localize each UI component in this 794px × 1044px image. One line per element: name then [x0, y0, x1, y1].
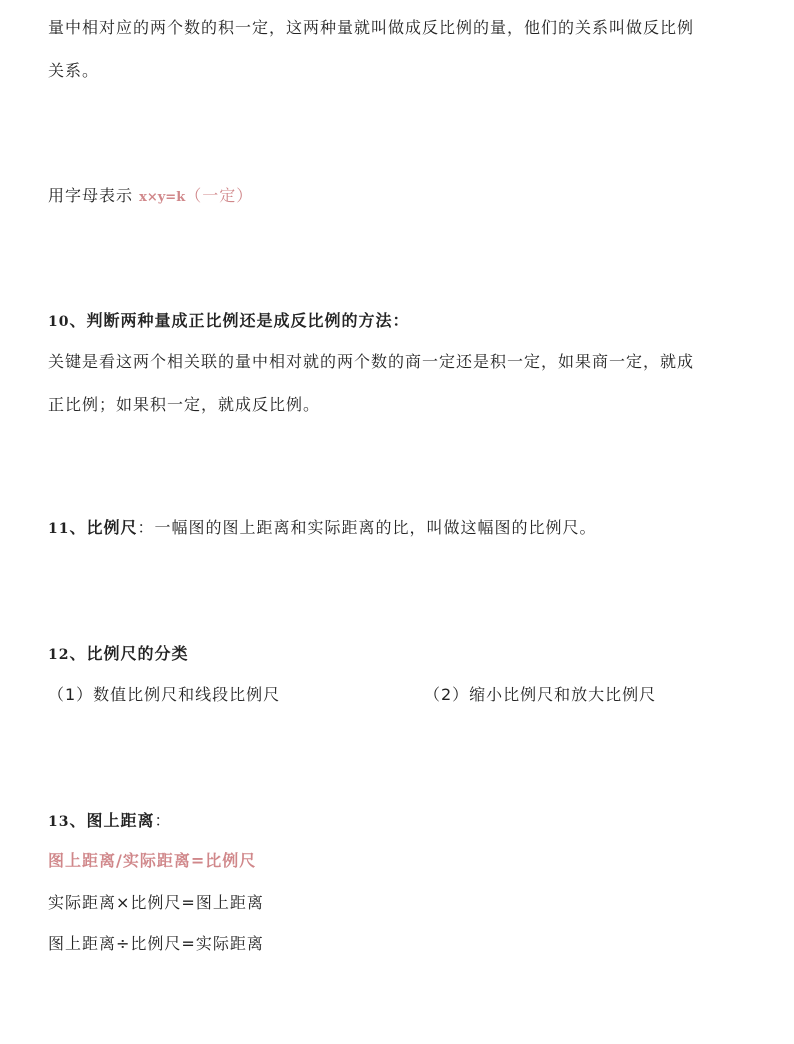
section-11-separator: 、: [69, 518, 87, 537]
section-13-title: 图上距离: [86, 811, 155, 830]
section-13-colon: ：: [154, 811, 172, 830]
section-13-formula-3: 图上距离÷比例尺=实际距离: [48, 934, 264, 953]
section-10-separator: 、: [69, 311, 87, 330]
formula-line: [48, 186, 253, 208]
section-12-title: 比例尺的分类: [86, 644, 189, 663]
formula-expression: x×y=k: [139, 190, 186, 205]
section-11: [48, 518, 597, 539]
section-10-line-1: 关键是看这两个相关联的量中相对就的两个数的商一定还是积一定，如果商一定，就成: [48, 352, 695, 371]
formula-suffix: （一定）: [185, 186, 254, 205]
section-10-title: 判断两种量成正比例还是成反比例的方法：: [86, 311, 410, 330]
section-11-number: 11: [48, 521, 70, 537]
section-11-title: 比例尺: [86, 518, 138, 537]
section-10-number: 10: [48, 314, 70, 330]
section-12-item-1: （1）数值比例尺和线段比例尺: [48, 685, 281, 704]
section-13-separator: 、: [69, 811, 87, 830]
formula-prefix: 用字母表示: [48, 186, 134, 205]
section-12-item-2: （2）缩小比例尺和放大比例尺: [424, 685, 657, 704]
section-13-formula-1: 图上距离/实际距离=比例尺: [48, 851, 257, 870]
intro-line-1: 量中相对应的两个数的积一定，这两种量就叫做成反比例的量，他们的关系叫做反比例: [48, 18, 695, 37]
section-12-separator: 、: [69, 644, 87, 663]
section-10-heading: [48, 311, 410, 332]
section-11-text: ：一幅图的图上距离和实际距离的比，叫做这幅图的比例尺。: [137, 518, 597, 537]
section-12-heading: [48, 644, 189, 665]
section-13-formula-2: 实际距离×比例尺=图上距离: [48, 893, 264, 912]
section-12-number: 12: [48, 647, 70, 663]
section-13-number: 13: [48, 814, 70, 830]
intro-line-2: 关系。: [48, 61, 100, 80]
section-13-heading: [48, 811, 172, 832]
section-10-line-2: 正比例；如果积一定，就成反比例。: [48, 395, 321, 414]
